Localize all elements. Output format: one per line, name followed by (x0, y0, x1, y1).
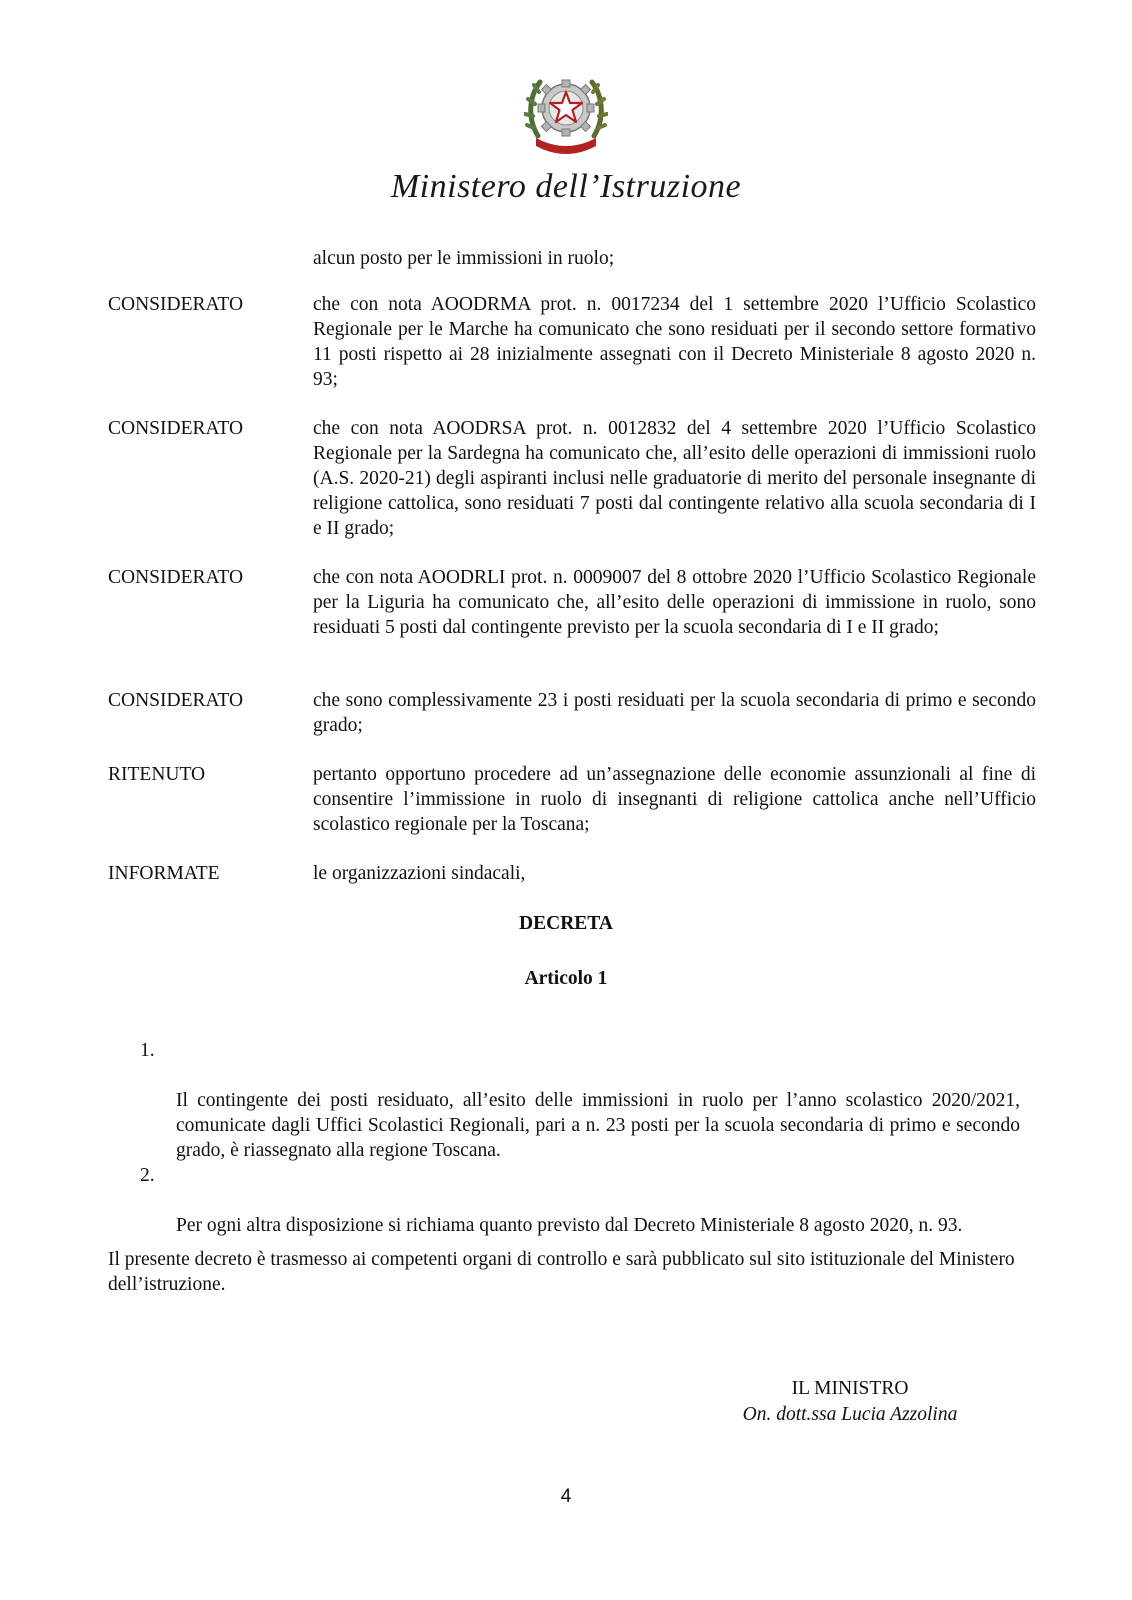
clause-considerato-liguria (108, 565, 1036, 640)
item-text: Per ogni altra disposizione si richiama quanto previsto dal Decreto Ministeriale 8 agosto 2020, n. 93. (176, 1215, 963, 1236)
item-text: Il contingente dei posti residuato, all’esito delle immissioni in ruolo per l’anno scolastico 2020/2021, comunicate dagli Uffici Scolastici Regionali, pari a n. 23 posti per la scuola secondaria di primo e secondo grado, è riassegnato alla regione Toscana. (176, 1090, 1020, 1161)
continuation-text: alcun posto per le immissioni in ruolo; (313, 248, 615, 269)
clause-label: INFORMATE (108, 863, 220, 884)
page-number: 4 (560, 1486, 572, 1507)
item-number: 1. (140, 1040, 155, 1061)
signature-name: On. dott.ssa Lucia Azzolina (742, 1404, 958, 1425)
clause-text: che sono complessivamente 23 i posti residuati per la scuola secondaria di primo e secondo grado; (313, 690, 1036, 736)
clause-label: RITENUTO (108, 764, 206, 785)
article-list (140, 1038, 1020, 1238)
clause-informate (108, 861, 1036, 886)
clause-label: CONSIDERATO (108, 418, 244, 439)
list-item (140, 1163, 1020, 1238)
clause-considerato-marche (108, 292, 1036, 392)
clause-text: che con nota AOODRLI prot. n. 0009007 del 8 ottobre 2020 l’Ufficio Scolastico Regionale per la Liguria ha comunicato che, all’esito delle operazioni di immissione in ruolo, sono residuati 5 posti dal contingente previsto per la scuola secondaria di I e II grado; (313, 567, 1036, 638)
clause-label: CONSIDERATO (108, 567, 244, 588)
article-title: Articolo 1 (524, 968, 608, 989)
clause-text: che con nota AOODRSA prot. n. 0012832 del 4 settembre 2020 l’Ufficio Scolastico Regionale per la Sardegna ha comunicato che, all’esito delle operazioni di immissioni ruolo (A.S. 2020-21) degli aspiranti inclusi nelle graduatorie di merito del personale insegnante di religione cattolica, sono residuati 7 posti dal contingente relativo alla scuola secondaria di I e II grado; (313, 418, 1036, 539)
clause-considerato-totale (108, 688, 1036, 738)
clause-text: pertanto opportuno procedere ad un’assegnazione delle economie assunzionali al fine di consentire l’immissione in ruolo di insegnanti di religione cattolica anche nell’Ufficio scolastico regionale per la Toscana; (313, 764, 1036, 835)
clause-considerato-sardegna (108, 416, 1036, 541)
ministry-name: Ministero dell’Istruzione (390, 168, 742, 205)
clause-ritenuto (108, 762, 1036, 837)
clause-text: che con nota AOODRMA prot. n. 0017234 del 1 settembre 2020 l’Ufficio Scolastico Regionale per le Marche ha comunicato che sono residuati per il secondo settore formativo 11 posti rispetto ai 28 inizialmente assegnati con il Decreto Ministeriale 8 agosto 2020 n. 93; (313, 294, 1036, 390)
clause-label: CONSIDERATO (108, 294, 244, 315)
item-number: 2. (140, 1165, 155, 1186)
decreta-heading: DECRETA (519, 913, 613, 934)
signature-title: IL MINISTRO (791, 1378, 909, 1399)
italian-republic-emblem-icon (524, 70, 608, 156)
clause-label: CONSIDERATO (108, 690, 244, 711)
clause-text: le organizzazioni sindacali, (313, 863, 526, 884)
closing-paragraph: Il presente decreto è trasmesso ai competenti organi di controllo e sarà pubblicato sul sito istituzionale del Ministero dell’istruzione. (108, 1249, 1015, 1295)
list-item (140, 1038, 1020, 1163)
